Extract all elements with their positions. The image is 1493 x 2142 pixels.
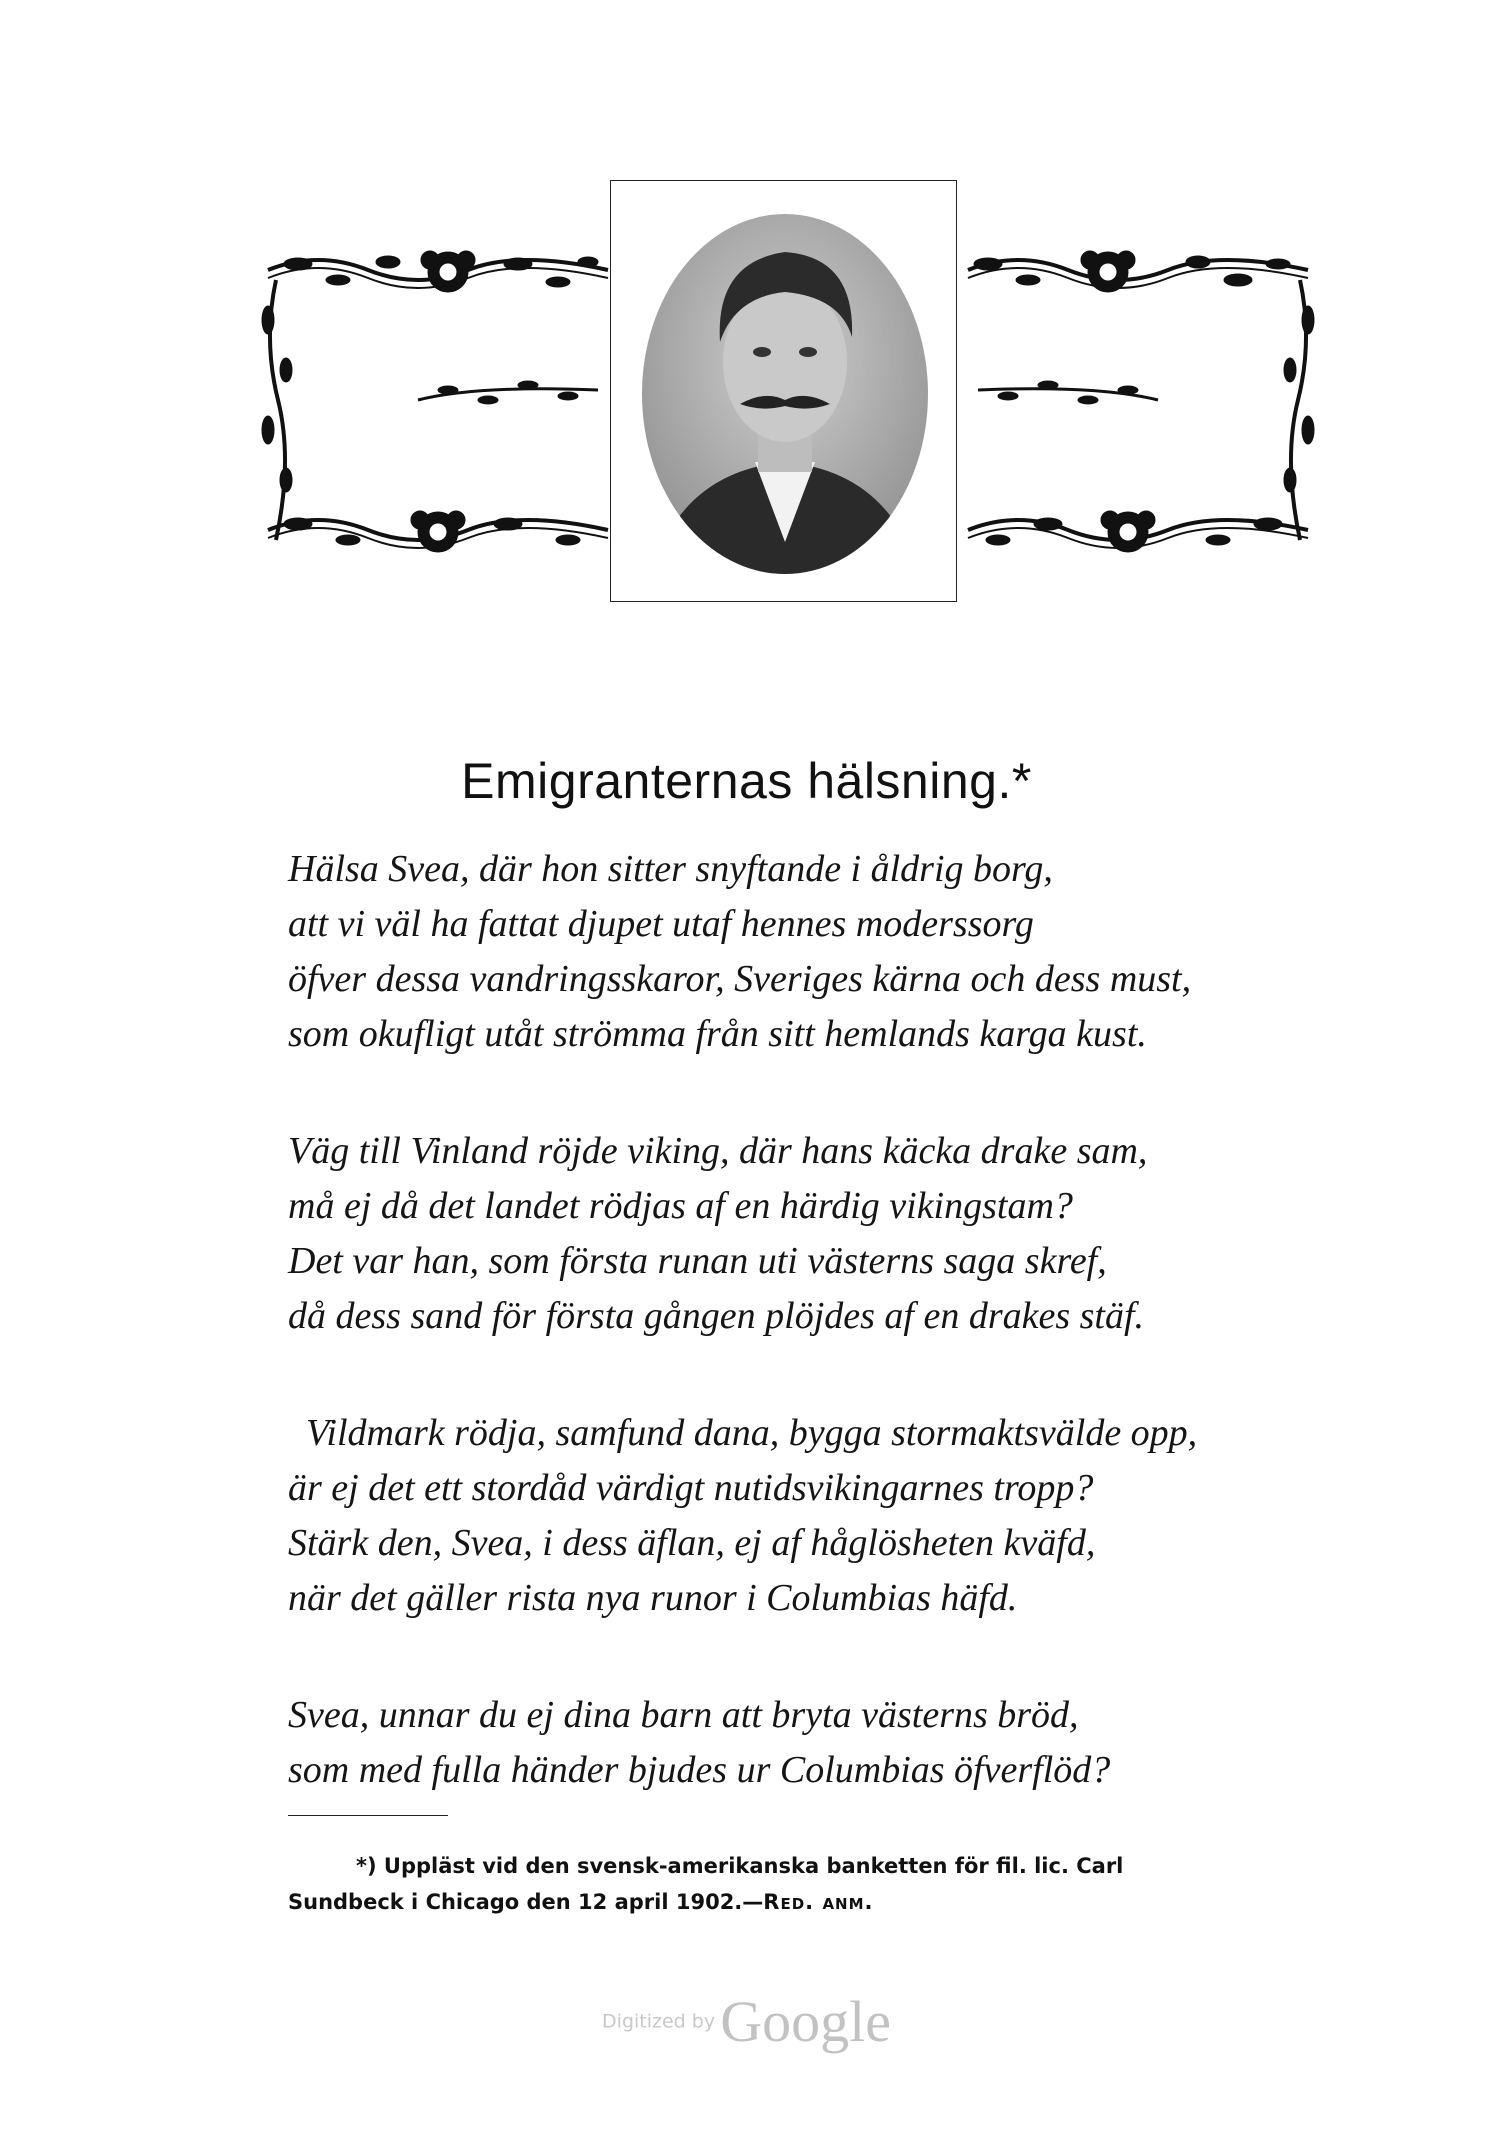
poem-line: Det var han, som första runan uti västerns saga skref, xyxy=(288,1240,1107,1282)
poem-line: är ej det ett stordåd värdigt nutidsvikingarnes tropp? xyxy=(288,1467,1094,1509)
footnote-line-1: *) Uppläst vid den svensk-amerikanska banketten för fil. lic. Carl xyxy=(356,1854,1124,1878)
poem-line: Svea, unnar du ej dina barn att bryta västerns bröd, xyxy=(288,1694,1079,1736)
poem-line: som med fulla händer bjudes ur Columbias öfverflöd? xyxy=(288,1749,1111,1791)
poem-title: Emigranternas hälsning.* xyxy=(461,753,1032,809)
poem-body xyxy=(288,842,1268,1860)
poem-line: att vi väl ha fattat djupet utaf hennes moderssorg xyxy=(288,903,1034,945)
digitized-by-watermark xyxy=(0,1988,1493,2055)
poem-line: Väg till Vinland röjde viking, där hans käcka drake sam, xyxy=(288,1130,1148,1172)
poem-line: Hälsa Svea, där hon sitter snyftande i åldrig borg, xyxy=(288,848,1053,890)
footnote xyxy=(288,1848,1273,1920)
poem-line: när det gäller rista nya runor i Columbias häfd. xyxy=(288,1577,1018,1619)
stanza-2 xyxy=(288,1124,1268,1344)
poem-line: Stärk den, Svea, i dess äflan, ej af håglösheten kväfd, xyxy=(288,1522,1096,1564)
google-logo: Google xyxy=(720,1989,891,2054)
poem-line: må ej då det landet rödjas af en härdig vikingstam? xyxy=(288,1185,1073,1227)
stanza-1 xyxy=(288,842,1268,1062)
poem-line: som okufligt utåt strömma från sitt hemlands karga kust. xyxy=(288,1013,1147,1055)
footnote-editor-note: Red. anm. xyxy=(763,1890,874,1914)
stanza-4 xyxy=(288,1688,1268,1798)
poem-line: då dess sand för första gången plöjdes af en drakes stäf. xyxy=(288,1295,1145,1337)
poem-line: öfver dessa vandringsskaror, Sveriges kärna och dess must, xyxy=(288,958,1192,1000)
digitized-prefix: Digitized by xyxy=(602,2010,716,2033)
portrait-photo xyxy=(640,212,930,577)
footnote-divider xyxy=(288,1815,448,1816)
floral-vine-border-right-icon xyxy=(958,240,1318,560)
stanza-3 xyxy=(288,1406,1268,1626)
footnote-line-2: Sundbeck i Chicago den 12 april 1902.— xyxy=(288,1890,764,1914)
floral-vine-border-left-icon xyxy=(258,240,618,560)
poem-line: Vildmark rödja, samfund dana, bygga stormaktsvälde opp, xyxy=(306,1412,1198,1454)
